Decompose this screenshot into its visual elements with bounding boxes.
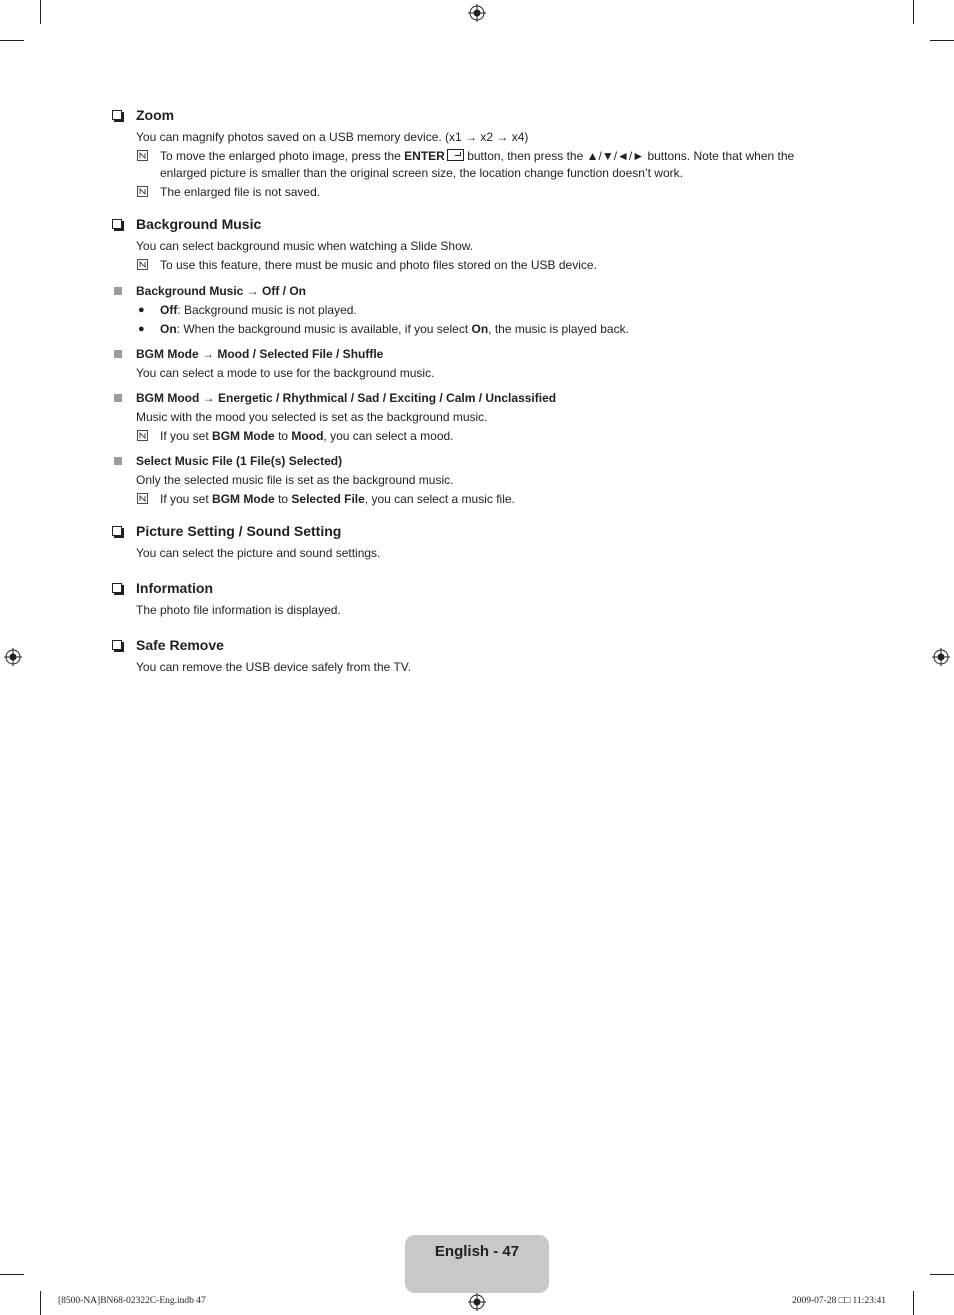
note-bold: Selected File — [291, 492, 365, 506]
crop-mark — [40, 0, 41, 24]
note-icon — [137, 150, 148, 161]
registration-mark-icon — [468, 1293, 486, 1311]
section-title-text: Zoom — [136, 107, 175, 123]
note-bold: BGM Mode — [212, 492, 275, 506]
note — [110, 491, 830, 508]
note-text: to — [278, 492, 289, 506]
registration-mark-icon — [932, 648, 950, 666]
registration-mark-icon — [468, 4, 486, 22]
note-icon — [137, 493, 148, 504]
subsection-select-music-file — [110, 454, 830, 508]
subsection-title-text: Background Music → Off / On — [136, 284, 307, 298]
section-text: You can select background music when watching a Slide Show. — [136, 239, 474, 253]
note-icon — [137, 430, 148, 441]
section-text: Music with the mood you selected is set as the background music. — [136, 410, 488, 424]
crop-mark — [913, 1291, 914, 1315]
subsection-title — [110, 347, 830, 361]
subsection-title — [110, 454, 830, 468]
note-text: If you set — [160, 429, 209, 443]
note-text: To use this feature, there must be music and photo files stored on the USB device. — [160, 258, 597, 272]
section-zoom — [110, 107, 830, 201]
subsection-title-text: BGM Mood → Energetic / Rhythmical / Sad / Exciting / Calm / Unclassified — [136, 391, 557, 405]
section-title — [110, 580, 830, 596]
crop-mark — [930, 1274, 954, 1275]
checkbox-bullet-icon — [112, 110, 122, 120]
section-title — [110, 216, 830, 232]
note — [110, 428, 830, 445]
section-title-text: Picture Setting / Sound Setting — [136, 523, 342, 539]
page-content — [110, 107, 830, 678]
note-text: To move the enlarged photo image, press the — [160, 149, 401, 163]
list-item — [110, 321, 830, 338]
subsection-title — [110, 284, 830, 298]
section-title-text: Information — [136, 580, 213, 596]
crop-mark — [0, 40, 24, 41]
print-slug-right: 2009-07-28 □□ 11:23:41 — [792, 1296, 886, 1306]
enter-key-label: ENTER — [404, 149, 445, 163]
checkbox-bullet-icon — [112, 583, 122, 593]
crop-mark — [913, 0, 914, 24]
option-label: Off — [160, 303, 178, 317]
bullet-dot-icon: ● — [138, 304, 145, 316]
square-bullet-icon — [114, 287, 122, 295]
section-title-text: Safe Remove — [136, 637, 224, 653]
note — [110, 148, 830, 182]
note-text: , you can select a music file. — [364, 492, 515, 506]
section-picture-sound-setting — [110, 523, 830, 562]
subsection-bgm-mode — [110, 347, 830, 382]
option-text: , the music is played back. — [488, 322, 629, 336]
note-icon — [137, 259, 148, 270]
subsection-background-music-off-on — [110, 284, 830, 338]
list-item — [110, 302, 830, 319]
square-bullet-icon — [114, 350, 122, 358]
crop-mark — [40, 1291, 41, 1315]
section-title — [110, 523, 830, 539]
page-number-badge — [405, 1235, 549, 1293]
note-text: If you set — [160, 492, 209, 506]
crop-mark — [930, 40, 954, 41]
section-title — [110, 107, 830, 123]
note — [110, 257, 830, 274]
checkbox-bullet-icon — [112, 640, 122, 650]
section-text: The photo file information is displayed. — [136, 603, 341, 617]
section-safe-remove — [110, 637, 830, 676]
print-slug-left: [8500-NA]BN68-02322C-Eng.indb 47 — [58, 1296, 206, 1306]
option-label: On — [160, 322, 177, 336]
note-text: The enlarged file is not saved. — [160, 185, 321, 199]
option-text: : When the background music is available, if you select — [176, 322, 469, 336]
crop-mark — [0, 1274, 24, 1275]
page-number-label: English - 47 — [434, 1243, 520, 1260]
subsection-bgm-mood — [110, 391, 830, 445]
note — [110, 184, 830, 201]
square-bullet-icon — [114, 394, 122, 402]
bullet-dot-icon: ● — [138, 323, 145, 335]
registration-mark-icon — [4, 648, 22, 666]
section-title-text: Background Music — [136, 216, 262, 232]
section-text: You can magnify photos saved on a USB memory device. (x1 → x2 → x4) — [136, 130, 529, 144]
section-background-music — [110, 216, 830, 274]
checkbox-bullet-icon — [112, 219, 122, 229]
note-text: , you can select a mood. — [323, 429, 454, 443]
section-text: Only the selected music file is set as the background music. — [136, 473, 454, 487]
subsection-title — [110, 391, 830, 405]
checkbox-bullet-icon — [112, 526, 122, 536]
section-text: You can select a mode to use for the background music. — [136, 366, 435, 380]
option-text: : Background music is not played. — [177, 303, 357, 317]
enter-icon — [447, 149, 464, 161]
note-text: to — [278, 429, 289, 443]
option-text-bold: On — [471, 322, 489, 336]
note-bold: Mood — [291, 429, 324, 443]
subsection-title-text: BGM Mode → Mood / Selected File / Shuffle — [136, 347, 384, 361]
subsection-title-text: Select Music File (1 File(s) Selected) — [136, 454, 343, 468]
section-text: You can select the picture and sound settings. — [136, 546, 381, 560]
note-text: button, then press the ▲/▼/◄/► buttons. Note that when the enlarged picture is smaller than the original screen size, the location change function doesn’t work. — [160, 149, 795, 180]
section-text: You can remove the USB device safely from the TV. — [136, 660, 412, 674]
note-bold: BGM Mode — [212, 429, 275, 443]
square-bullet-icon — [114, 457, 122, 465]
note-icon — [137, 186, 148, 197]
section-information — [110, 580, 830, 619]
section-title — [110, 637, 830, 653]
